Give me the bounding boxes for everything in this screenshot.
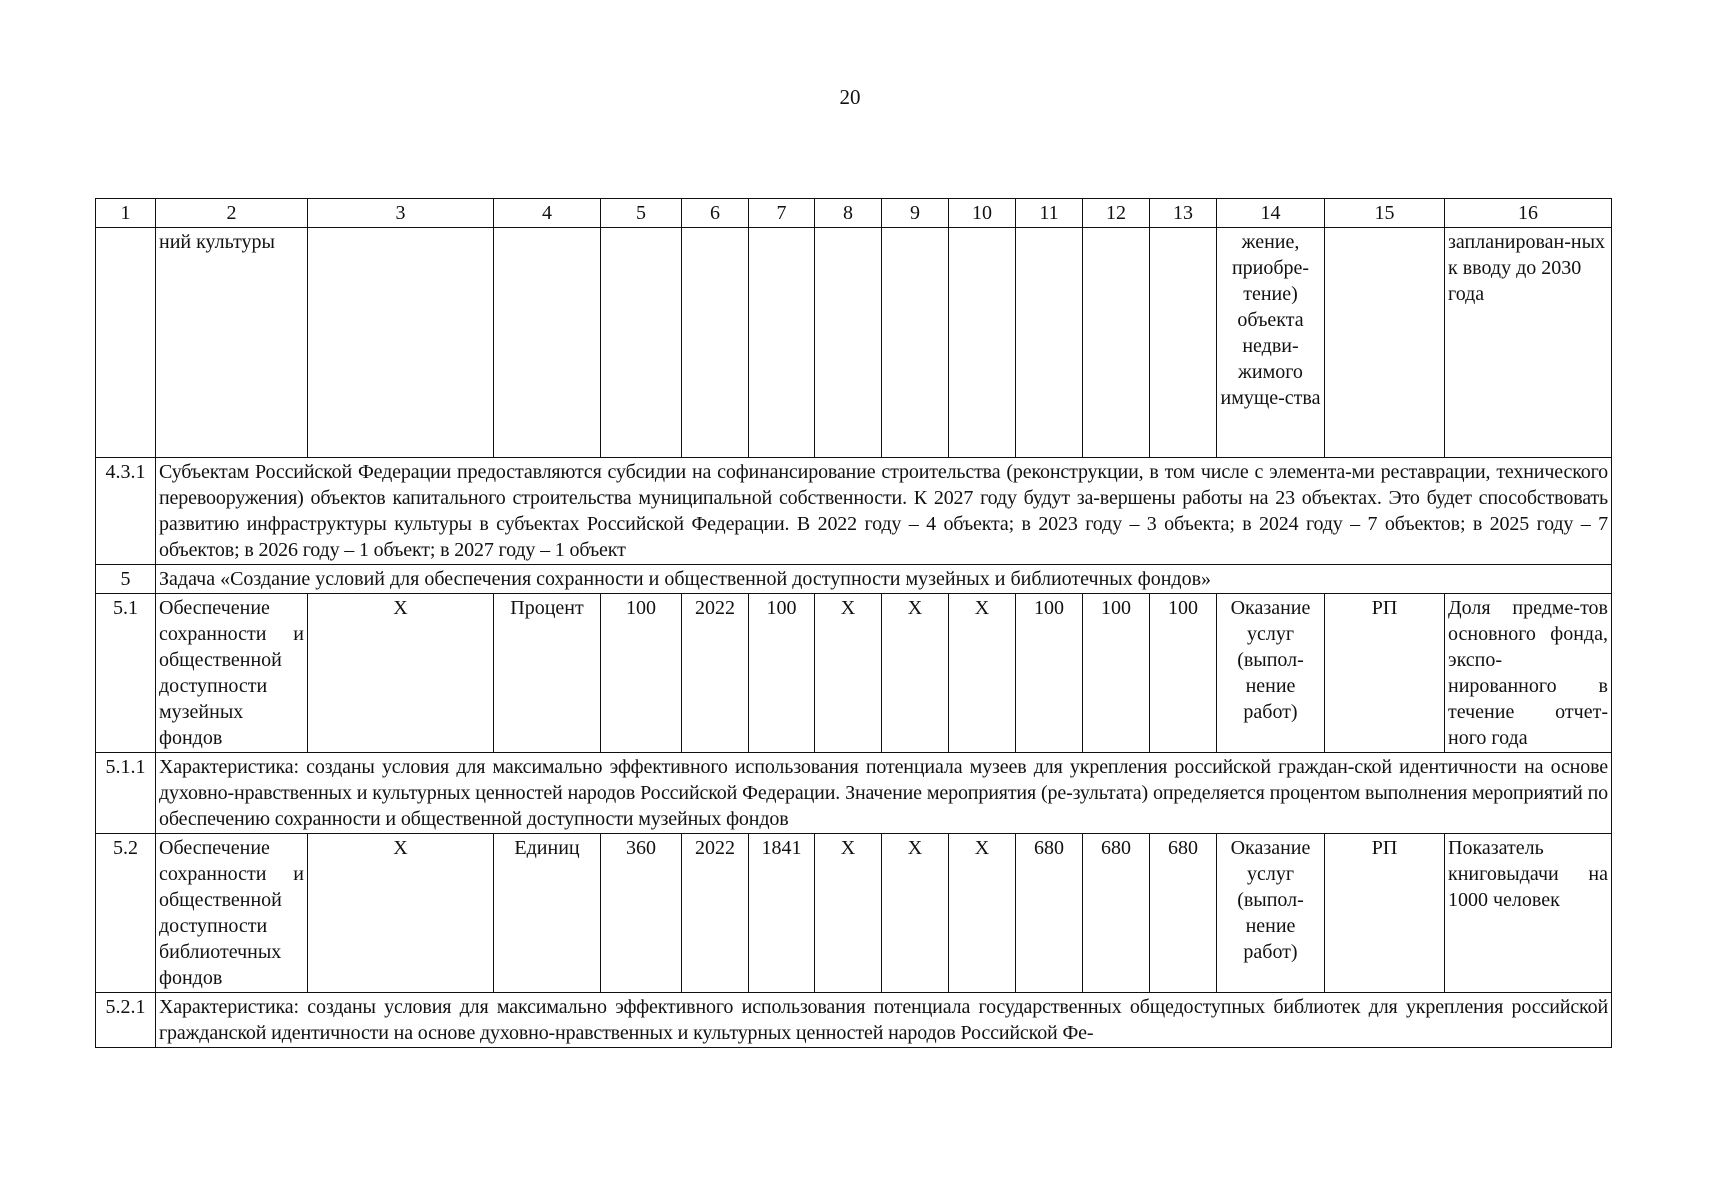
cell-type: Оказание услуг (выпол-нение работ) <box>1217 594 1325 753</box>
task-title: Задача «Создание условий для обеспечения сохранности и общественной доступности музейных и библиотечных фондов» <box>156 565 1612 594</box>
cell-value: 100 <box>749 594 815 753</box>
row-number: 4.3.1 <box>96 458 156 565</box>
header-cell: 10 <box>949 199 1016 228</box>
cell-unit: Процент <box>494 594 601 753</box>
cell-value: 360 <box>601 834 682 993</box>
program-table <box>95 198 1612 1048</box>
cell-unit: Единиц <box>494 834 601 993</box>
header-cell: 14 <box>1217 199 1325 228</box>
cell-value: Х <box>815 834 882 993</box>
table-row <box>96 834 1612 993</box>
cell-type: жение, приобре-тение) объекта недви-жимого имуще-ства <box>1217 228 1325 458</box>
row-number: 5.1.1 <box>96 753 156 834</box>
cell-value: 1841 <box>749 834 815 993</box>
row-number: 5.2 <box>96 834 156 993</box>
header-cell: 1 <box>96 199 156 228</box>
cell-value: 680 <box>1150 834 1217 993</box>
cell-indicator: запланирован-ных к вводу до 2030 года <box>1445 228 1612 458</box>
header-cell: 2 <box>156 199 308 228</box>
header-cell: 9 <box>882 199 949 228</box>
cell-value: Х <box>882 594 949 753</box>
row-number: 5 <box>96 565 156 594</box>
header-cell: 3 <box>308 199 494 228</box>
cell-year: 2022 <box>682 834 749 993</box>
description-text: Характеристика: созданы условия для максимально эффективного использования потенциала государственных общедоступных библиотек для укрепления российской гражданской идентичности на основе духовно-нравственных и культурных ценностей народов Российской Фе- <box>156 993 1612 1048</box>
cell-value: Х <box>308 594 494 753</box>
row-number: 5.2.1 <box>96 993 156 1048</box>
table-row <box>96 565 1612 594</box>
header-cell: 8 <box>815 199 882 228</box>
row-number: 5.1 <box>96 594 156 753</box>
table-header-row <box>96 199 1612 228</box>
table-row <box>96 993 1612 1048</box>
header-cell: 6 <box>682 199 749 228</box>
cell-indicator: Доля предме-тов основного фонда, экспо-нированного в течение отчет-ного года <box>1445 594 1612 753</box>
header-cell: 4 <box>494 199 601 228</box>
cell-value: 100 <box>1083 594 1150 753</box>
cell-indicator: Показатель книговыдачи на 1000 человек <box>1445 834 1612 993</box>
table-row <box>96 753 1612 834</box>
page-number: 20 <box>839 85 861 109</box>
cell-type: Оказание услуг (выпол-нение работ) <box>1217 834 1325 993</box>
header-cell: 11 <box>1016 199 1083 228</box>
description-text: Субъектам Российской Федерации предоставляются субсидии на софинансирование строительства (реконструкции, в том числе с элемента-ми реставрации, технического перевооружения) объектов капитального строительства муниципальной собственности. К 2027 году будут за-вершены работы на 23 объектах. Это будет способствовать развитию инфраструктуры культуры в субъектах Российской Федерации. В 2022 году – 4 объекта; в 2023 году – 3 объекта; в 2024 году – 7 объектов; в 2025 году – 7 объектов; в 2026 году – 1 объект; в 2027 году – 1 объект <box>156 458 1612 565</box>
cell-source: РП <box>1325 834 1445 993</box>
table-row <box>96 228 1612 458</box>
cell-value: 680 <box>1016 834 1083 993</box>
cell-value: 100 <box>1150 594 1217 753</box>
header-cell: 13 <box>1150 199 1217 228</box>
header-cell: 7 <box>749 199 815 228</box>
header-cell: 15 <box>1325 199 1445 228</box>
cell-value: Х <box>949 834 1016 993</box>
cell-year: 2022 <box>682 594 749 753</box>
cell-value: Х <box>815 594 882 753</box>
cell-name: Обеспечение сохранности и общественной доступности библиотечных фондов <box>156 834 308 993</box>
cell-value: Х <box>949 594 1016 753</box>
cell-value: Х <box>308 834 494 993</box>
header-cell: 5 <box>601 199 682 228</box>
cell-name: ний культуры <box>156 228 308 458</box>
cell-value: 100 <box>601 594 682 753</box>
table-row <box>96 458 1612 565</box>
cell-value: 680 <box>1083 834 1150 993</box>
cell-value: Х <box>882 834 949 993</box>
header-cell: 16 <box>1445 199 1612 228</box>
description-text: Характеристика: созданы условия для максимально эффективного использования потенциала музеев для укрепления российской граждан-ской идентичности на основе духовно-нравственных и культурных ценностей народов Российской Федерации. Значение мероприятия (ре-зультата) определяется процентом выполнения мероприятий по обеспечению сохранности и общественной доступности музейных фондов <box>156 753 1612 834</box>
cell-name: Обеспечение сохранности и общественной доступности музейных фондов <box>156 594 308 753</box>
cell-source: РП <box>1325 594 1445 753</box>
header-cell: 12 <box>1083 199 1150 228</box>
cell-value: 100 <box>1016 594 1083 753</box>
table-row <box>96 594 1612 753</box>
